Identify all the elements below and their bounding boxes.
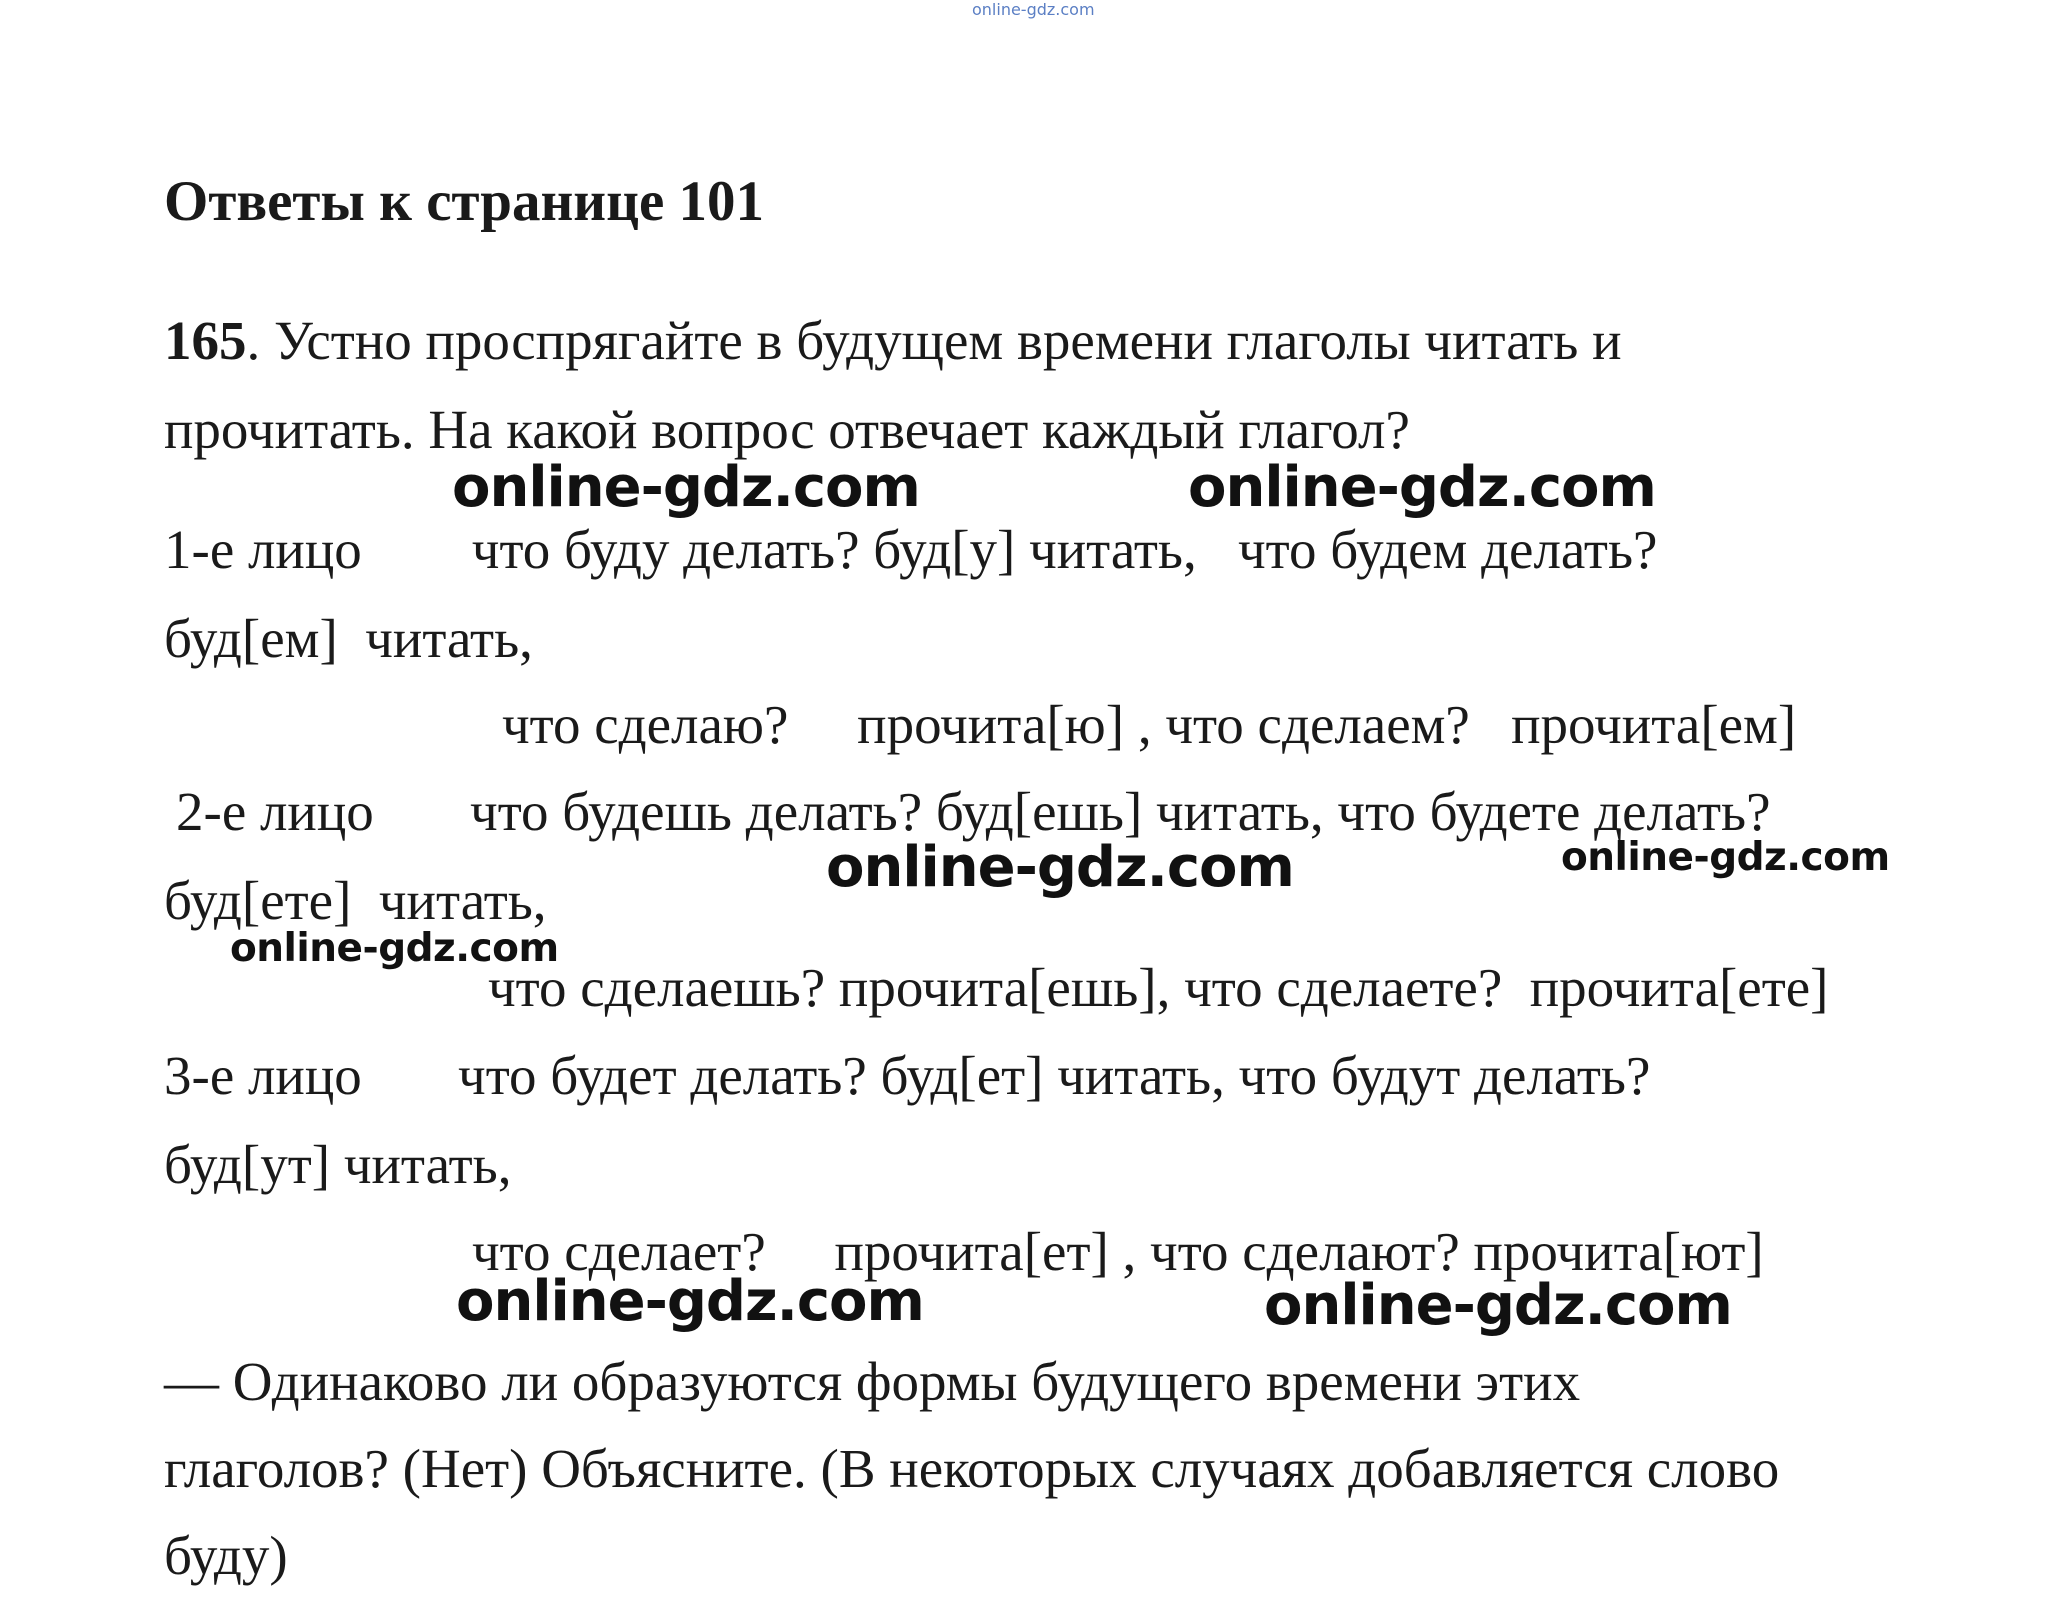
watermark: online-gdz.com bbox=[826, 835, 1294, 900]
first-person-line: 1-е лицо что буду делать? буд[у] читать, что будем делать? bbox=[164, 519, 1658, 580]
third-person-line: 3-е лицо что будет делать? буд[ет] читать, что будут делать? bbox=[164, 1045, 1651, 1106]
first-person-line-cont: буд[ем] читать, bbox=[164, 608, 533, 669]
task-line-1 bbox=[164, 310, 1622, 371]
second-person-line-cont: буд[ете] читать, bbox=[164, 870, 547, 931]
question-line-1: — Одинаково ли образуются формы будущего времени этих bbox=[164, 1351, 1581, 1412]
watermark: online-gdz.com bbox=[452, 455, 920, 520]
third-person-perfective: что сделает? прочита[ет] , что сделают? прочита[ют] bbox=[472, 1221, 1764, 1282]
question-line-3: буду) bbox=[164, 1525, 288, 1586]
second-person-perfective: что сделаешь? прочита[ешь], что сделаете? прочита[ете] bbox=[488, 957, 1829, 1018]
task-line-2: прочитать. На какой вопрос отвечает каждый глагол? bbox=[164, 399, 1410, 460]
watermark: online-gdz.com bbox=[1264, 1273, 1732, 1338]
page-title: Ответы к странице 101 bbox=[164, 170, 765, 233]
watermark: online-gdz.com bbox=[230, 926, 559, 971]
first-person-perfective: что сделаю? прочита[ю] , что сделаем? прочита[ем] bbox=[502, 694, 1797, 755]
watermark: online-gdz.com bbox=[1561, 835, 1890, 880]
watermark: online-gdz.com bbox=[456, 1269, 924, 1334]
task-text-start: . Устно проспрягайте в будущем времени глаголы читать и bbox=[246, 310, 1622, 371]
top-watermark: online-gdz.com bbox=[972, 0, 1095, 19]
task-number: 165 bbox=[164, 310, 247, 371]
second-person-line: 2-е лицо что будешь делать? буд[ешь] читать, что будете делать? bbox=[176, 781, 1771, 842]
watermark: online-gdz.com bbox=[1188, 455, 1656, 520]
question-line-2: глаголов? (Нет) Объясните. (В некоторых случаях добавляется слово bbox=[164, 1438, 1780, 1499]
third-person-line-cont: буд[ут] читать, bbox=[164, 1134, 512, 1195]
